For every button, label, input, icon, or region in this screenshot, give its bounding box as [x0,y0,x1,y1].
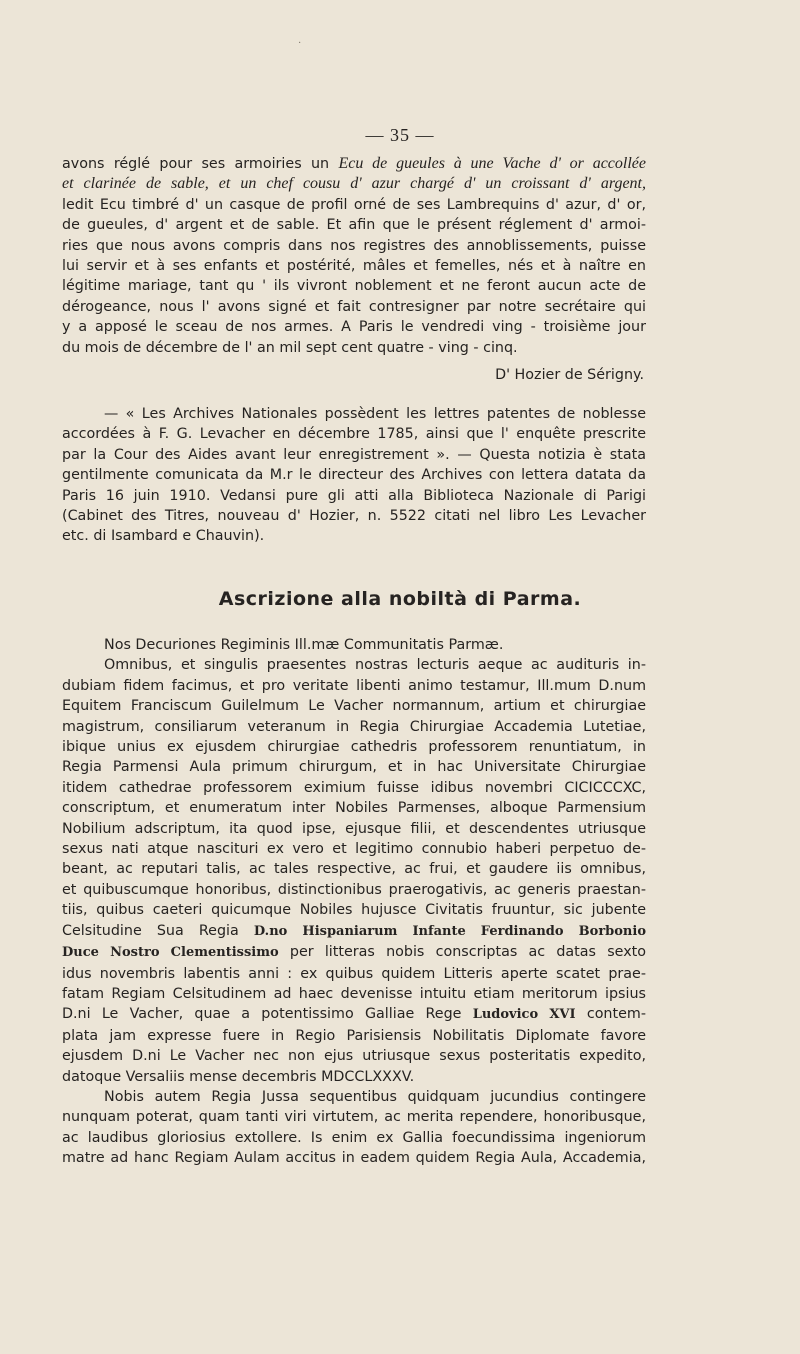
text-line: Nobis autem Regia Jussa sequentibus quidquam jucundius contingere [104,1088,646,1105]
text-line: Omnibus, et singulis praesentes nostras lecturis aeque ac audituris in- [104,657,646,674]
text-line: ibique unius ex ejusdem chirurgiae cathedris professorem renuntiatum, in [62,739,646,756]
text-line: ledit Ecu timbré d' un casque de profil orné de ses Lambrequins d' azur, d' or, [62,196,646,213]
text-line: beant, ac reputari talis, ac tales respective, ac frui, et gaudere iis omnibus, [62,861,646,878]
text-line: dubiam fidem facimus, et pro veritate libenti animo testamur, Ill.mum D.num [62,677,646,694]
text-line: etc. di Isambard e Chauvin). [62,528,265,545]
text-line: de gueules, d' argent et de sable. Et afin que le présent réglement d' armoi- [62,217,646,234]
text-line: conscriptum, et enumeratum inter Nobiles Parmenses, alboque Parmensium [62,800,646,817]
text-line: tiis, quibus caeteri quicumque Nobiles hujusce Civitatis fruuntur, sic jubente [62,902,646,919]
text-line: Equitem Franciscum Guilelmum Le Vacher normannum, artium et chirurgiae [62,698,646,715]
text-line: — « Les Archives Nationales possèdent les lettres patentes de noblesse [104,406,646,422]
text-line: lui servir et à ses enfants et postérité, mâles et femelles, nés et à naître en [62,258,646,275]
text-line: et clarinée de sable, et un chef cousu d' azur chargé d' un croissant d' argent, [62,175,646,193]
text-line: Nos Decuriones Regiminis Ill.mæ Communitatis Parmæ. [104,637,504,653]
section-heading: Ascrizione alla nobiltà di Parma. [218,588,582,610]
text-line: du mois de décembre de l' an mil sept cent quatre - ving - cinq. [62,339,518,356]
text-line: nunquam poterat, quam tanti viri virtutem, ac merita rependere, honoribusque, [62,1109,646,1126]
text-line: gentilmente comunicata da M.r le directeur des Archives con lettera datata da [62,467,646,484]
text-line: Nobilium adscriptum, ita quod ipse, ejusque filii, et descendentes utriusque [62,820,646,837]
paragraph-archives-note [62,404,646,547]
text-line: ries que nous avons compris dans nos registres des annoblissements, puisse [62,237,646,254]
page-number: — 35 — [365,125,435,145]
text-line: datoque Versaliis mense decembris MDCCLXXXV. [62,1068,415,1085]
text-line: légitime mariage, tant qu ' ils vivront noblement et ne feront aucun acte de [62,278,646,295]
signature: D' Hozier de Sérigny. [495,367,644,383]
paragraph-armoiries [62,154,646,358]
text-line: (Cabinet des Titres, nouveau d' Hozier, n. 5522 citati nel libro Les Levacher [62,508,646,525]
text-line: itidem cathedrae professorem eximium fuisse idibus novembri CICICCCXC, [62,779,646,796]
text-line: Regia Parmensi Aula primum chirurgum, et in hac Universitate Chirurgiae [62,759,646,776]
text-line: ejusdem D.ni Le Vacher nec non ejus utriusque sexus posteritatis expedito, [62,1048,646,1065]
text-line: D.ni Le Vacher, quae a potentissimo Galliae Rege Ludovico XVI contem- [62,1006,646,1023]
text-line: fatam Regiam Celsitudinem ad haec devenisse intuitu etiam meritorum ipsius [62,985,646,1002]
text-line: avons réglé pour ses armoiries un Ecu de gueules à une Vache d' or accollée [62,155,647,172]
text-line: magistrum, consiliarum veteranum in Regia Chirurgiae Accademia Lutetiae, [62,718,646,735]
text-line: matre ad hanc Regiam Aulam accitus in eadem quidem Regia Aula, Accademia, [62,1150,646,1167]
text-line: dérogeance, nous l' avons signé et fait contresigner par notre secrétaire qui [62,298,646,315]
text-line: Duce Nostro Clementissimo per litteras nobis conscriptas ac datas sexto [62,944,647,961]
text-line: sexus nati atque nascituri ex vero et legitimo connubio haberi perpetuo de- [62,841,646,858]
text-line: y a apposé le sceau de nos armes. A Paris le vendredi ving - troisième jour [62,319,646,336]
text-line: plata jam expresse fuere in Regio Parisiensis Nobilitatis Diplomate favore [62,1027,646,1044]
text-line: par la Cour des Aides avant leur enregistrement ». — Questa notizia è stata [62,446,646,463]
text-line: Paris 16 juin 1910. Vedansi pure gli atti alla Biblioteca Nazionale di Parigi [62,487,646,504]
text-line: accordées à F. G. Levacher en décembre 1785, ainsi que l' enquête prescrite [62,426,646,443]
paragraph-latin-decree [62,635,646,1169]
text-line: idus novembris labentis anni : ex quibus quidem Litteris aperte scatet prae- [62,965,646,982]
text-line: ac laudibus gloriosius extollere. Is enim ex Gallia foecundissima ingeniorum [62,1129,646,1146]
text-line: Celsitudine Sua Regia D.no Hispaniarum Infante Ferdinando Borbonio [62,922,646,939]
page-speck: · [298,38,302,49]
text-line: et quibuscumque honoribus, distinctionibus praerogativis, ac generis praestan- [62,881,646,898]
